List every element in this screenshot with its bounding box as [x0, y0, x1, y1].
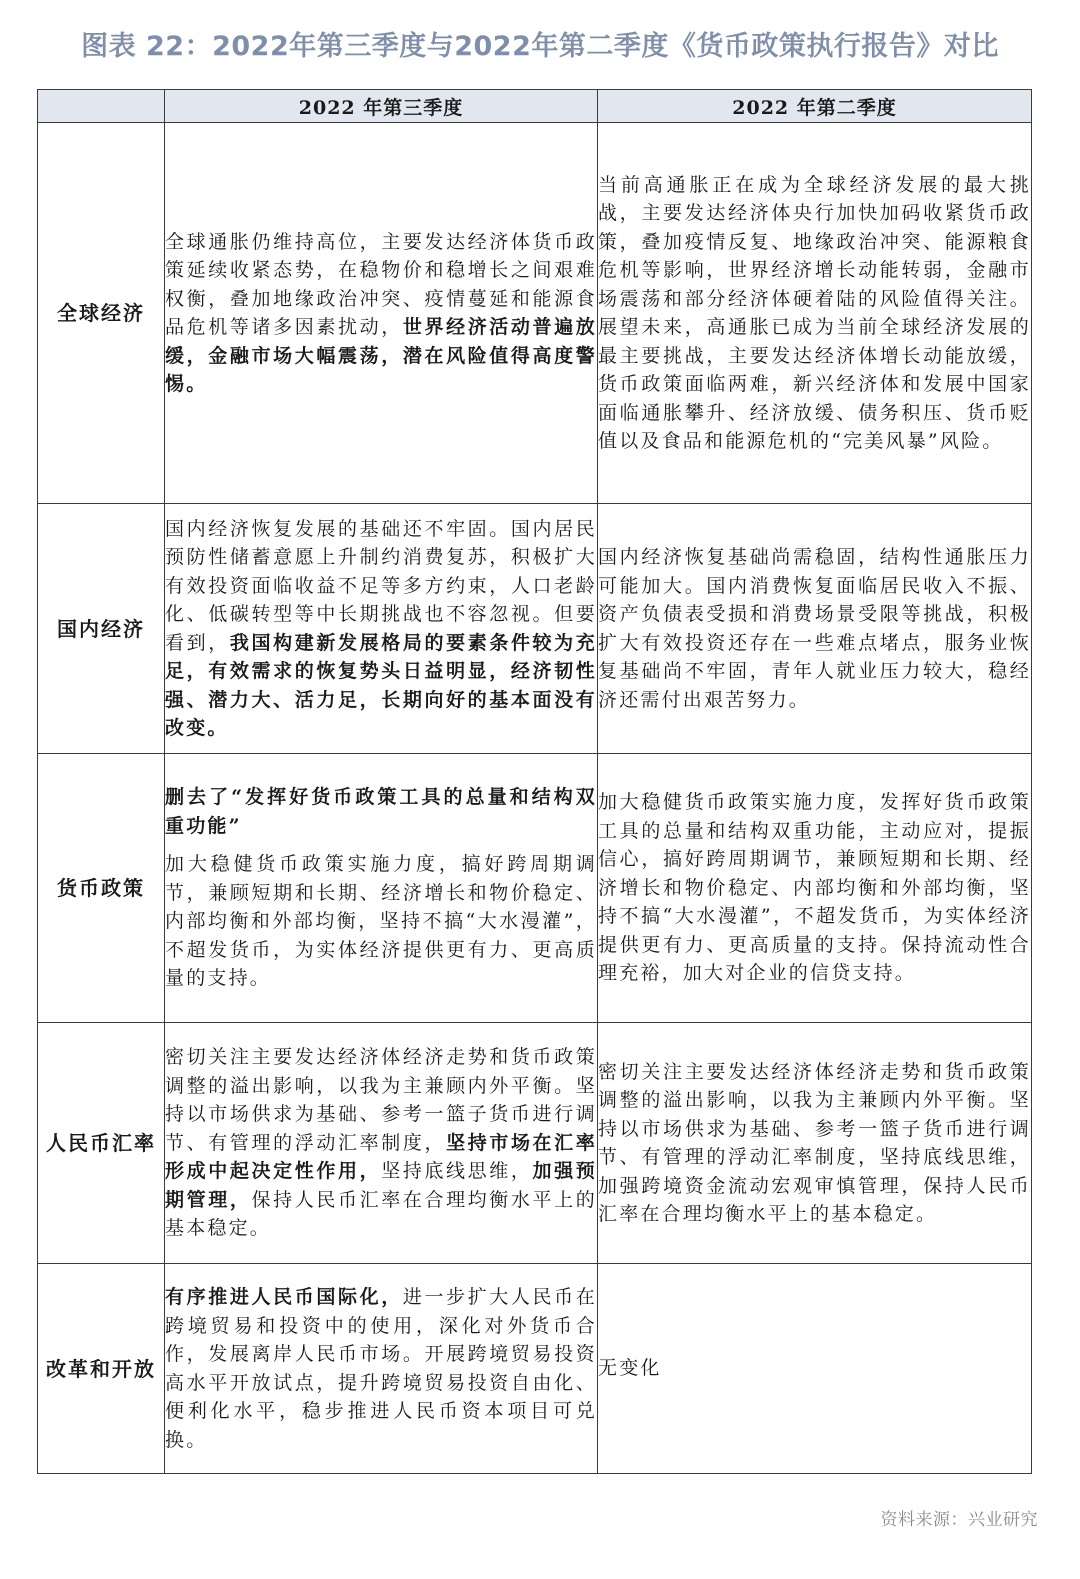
cell-paragraph — [165, 783, 597, 840]
q2-cell — [598, 123, 1032, 504]
cell-paragraph — [598, 543, 1031, 714]
text-segment: 国内经济恢复基础尚需稳固，结构性通胀压力可能加大。国内消费恢复面临居民收入不振、资产负债表受损和消费场景受限等挑战，积极扩大有效投资还存在一些难点堵点，服务业恢复基础尚不牢固，青年人就业压力较大，稳经济还需付出艰苦努力。 — [598, 546, 1031, 711]
table-row-global-economy — [38, 123, 1032, 504]
cell-paragraph — [165, 228, 597, 399]
header-q2: 2022 年第二季度 — [598, 90, 1032, 123]
cell-paragraph — [165, 850, 597, 993]
q2-cell — [598, 754, 1032, 1023]
bold-text: 删去了“发挥好货币政策工具的总量和结构双重功能” — [165, 786, 597, 837]
text-segment: 保持人民币汇率在合理均衡水平上的基本稳定。 — [165, 1188, 597, 1240]
row-label: 全球经济 — [38, 123, 165, 504]
text-segment: 坚持底线思维， — [381, 1160, 533, 1183]
q2-cell — [598, 1023, 1032, 1264]
cell-paragraph — [598, 171, 1031, 456]
row-label: 改革和开放 — [38, 1264, 165, 1474]
text-segment: 密切关注主要发达经济体经济走势和货币政策调整的溢出影响，以我为主兼顾内外平衡。坚持以市场供求为基础、参考一篮子货币进行调节、有管理的浮动汇率制度，坚持底线思维，加强跨境资金流动宏观审慎管理，保持人民币汇率在合理均衡水平上的基本稳定。 — [598, 1060, 1031, 1225]
table-row-reform-opening — [38, 1264, 1032, 1474]
text-segment: 当前高通胀正在成为全球经济发展的最大挑战，主要发达经济体央行加快加码收紧货币政策，叠加疫情反复、地缘政治冲突、能源粮食危机等影响，世界经济增长动能转弱，金融市场震荡和部分经济体硬着陆的风险值得关注。展望未来，高通胀已成为当前全球经济发展的最主要挑战，主要发达经济体增长动能放缓，货币政策面临两难，新兴经济体和发展中国家面临通胀攀升、经济放缓、债务积压、货币贬值以及食品和能源危机的“完美风暴”风险。 — [598, 173, 1031, 452]
text-segment: 加大稳健货币政策实施力度，搞好跨周期调节，兼顾短期和长期、经济增长和物价稳定、内部均衡和外部均衡，坚持不搞“大水漫灌”，不超发货币，为实体经济提供更有力、更高质量的支持。 — [165, 853, 597, 990]
text-segment: 加大稳健货币政策实施力度，发挥好货币政策工具的总量和结构双重功能，主动应对，提振信心，搞好跨周期调节，兼顾短期和长期、经济增长和物价稳定、内部均衡和外部均衡，坚持不搞“大水漫灌”，不超发货币，为实体经济提供更有力、更高质量的支持。保持流动性合理充裕，加大对企业的信贷支持。 — [598, 791, 1031, 985]
text-segment: 进一步扩大人民币在跨境贸易和投资中的使用，深化对外货币合作，发展离岸人民币市场。开展跨境贸易投资高水平开放试点，提升跨境贸易投资自由化、便利化水平，稳步推进人民币资本项目可兑换。 — [165, 1286, 597, 1451]
cell-paragraph — [598, 1354, 1031, 1383]
q2-cell — [598, 1264, 1032, 1474]
cell-paragraph — [165, 1283, 597, 1454]
table-row-rmb-exchange-rate — [38, 1023, 1032, 1264]
comparison-table — [37, 89, 1032, 1474]
text-segment: 国内经济恢复发展的基础还不牢固。国内居民预防性储蓄意愿上升制约消费复苏，积极扩大有效投资面临收益不足等多方约束，人口老龄化、低碳转型等中长期挑战也不容忽视。但要看到， — [165, 517, 597, 654]
cell-paragraph — [165, 515, 597, 743]
q3-cell — [165, 1023, 598, 1264]
bold-text: 加强预期管理， — [165, 1160, 597, 1211]
bold-text: 世界经济活动普遍放缓，金融市场大幅震荡，潜在风险值得高度警惕。 — [165, 316, 597, 395]
header-blank-cell — [38, 90, 165, 123]
bold-text: 我国构建新发展格局的要素条件较为充足，有效需求的恢复势头日益明显，经济韧性强、潜力大、活力足，长期向好的基本面没有改变。 — [165, 631, 597, 739]
cell-paragraph — [598, 1058, 1031, 1229]
table-row-monetary-policy — [38, 754, 1032, 1023]
q3-cell — [165, 754, 598, 1023]
row-label: 货币政策 — [38, 754, 165, 1023]
q3-cell — [165, 504, 598, 754]
text-segment: 全球通胀仍维持高位，主要发达经济体货币政策延续收紧态势，在稳物价和稳增长之间艰难权衡，叠加地缘政治冲突、疫情蔓延和能源食品危机等诸多因素扰动， — [165, 230, 597, 338]
source-note: 资料来源：兴业研究 — [880, 1510, 1038, 1530]
figure-title: 图表 22：2022年第三季度与2022年第二季度《货币政策执行报告》对比 — [81, 31, 999, 62]
header-q3: 2022 年第三季度 — [165, 90, 598, 123]
q3-cell — [165, 1264, 598, 1474]
table-header-row — [38, 90, 1032, 123]
bold-text: 有序推进人民币国际化， — [165, 1286, 403, 1308]
text-segment: 密切关注主要发达经济体经济走势和货币政策调整的溢出影响，以我为主兼顾内外平衡。坚持以市场供求为基础、参考一篮子货币进行调节、有管理的浮动汇率制度， — [165, 1046, 597, 1154]
cell-paragraph — [598, 788, 1031, 988]
row-label: 人民币汇率 — [38, 1023, 165, 1264]
text-segment: 无变化 — [598, 1357, 662, 1380]
bold-text: 坚持市场在汇率形成中起决定性作用， — [165, 1131, 597, 1183]
row-label: 国内经济 — [38, 504, 165, 754]
cell-paragraph — [165, 1043, 597, 1243]
q3-cell — [165, 123, 598, 504]
table-row-domestic-economy — [38, 504, 1032, 754]
q2-cell — [598, 504, 1032, 754]
